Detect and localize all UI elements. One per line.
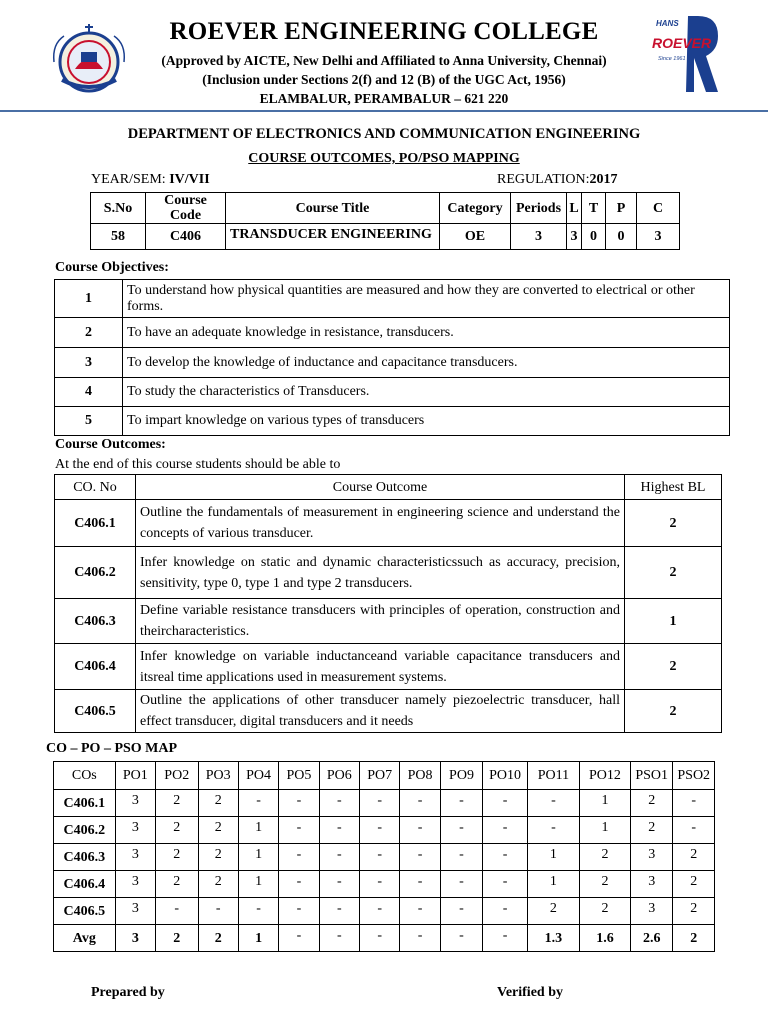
co-cell: Avg xyxy=(54,925,116,952)
outcomes-header-row xyxy=(55,475,722,500)
logo-hans-text: HANS xyxy=(656,19,679,28)
co-cell: C406.1 xyxy=(54,790,116,817)
po3-cell: 2 xyxy=(198,871,238,898)
po11-cell: - xyxy=(527,790,579,817)
value-l: 3 xyxy=(567,224,582,250)
po2-cell: - xyxy=(156,898,199,925)
po9-cell: - xyxy=(440,898,483,925)
po12-cell: 1 xyxy=(579,790,630,817)
po8-cell: - xyxy=(400,817,440,844)
objective-number: 3 xyxy=(55,348,123,378)
value-category: OE xyxy=(440,224,511,250)
po12-cell: 2 xyxy=(579,898,630,925)
po5-cell: - xyxy=(279,844,319,871)
pso1-cell: 3 xyxy=(630,871,673,898)
outcome-bl: 2 xyxy=(625,500,722,547)
map-row xyxy=(54,844,715,871)
outcome-bl: 1 xyxy=(625,599,722,644)
pso1-cell: 2 xyxy=(630,790,673,817)
department-title: DEPARTMENT OF ELECTRONICS AND COMMUNICATION ENGINEERING xyxy=(127,126,641,142)
po5-cell: - xyxy=(279,925,319,952)
header-po9: PO9 xyxy=(440,762,483,790)
outcome-co: C406.3 xyxy=(55,599,136,644)
value-course-code: C406 xyxy=(146,224,226,250)
outcome-text: Infer knowledge on static and dynamic characteristicssuch as accuracy, precision, sensitivity, type 0, type 1 and type 2 transducers. xyxy=(136,547,625,599)
objective-text: To impart knowledge on various types of transducers xyxy=(123,407,730,436)
po1-cell: 3 xyxy=(115,790,155,817)
pso2-cell: 2 xyxy=(673,898,715,925)
header-po10: PO10 xyxy=(483,762,528,790)
objective-row xyxy=(55,378,730,407)
header-po3: PO3 xyxy=(198,762,238,790)
po3-cell: 2 xyxy=(198,817,238,844)
po7-cell: - xyxy=(360,871,400,898)
value-sno: 58 xyxy=(91,224,146,250)
po10-cell: - xyxy=(483,871,528,898)
header-pso1: PSO1 xyxy=(630,762,673,790)
objectives-table xyxy=(54,279,730,436)
objectives-title: Course Objectives: xyxy=(55,260,169,275)
po9-cell: - xyxy=(440,790,483,817)
co-po-pso-table xyxy=(53,761,715,952)
po1-cell: 3 xyxy=(115,817,155,844)
po7-cell: - xyxy=(360,898,400,925)
po11-cell: 2 xyxy=(527,898,579,925)
outcome-row xyxy=(55,644,722,690)
po12-cell: 1.6 xyxy=(579,925,630,952)
po4-cell: 1 xyxy=(238,817,278,844)
po8-cell: - xyxy=(400,925,440,952)
header-t: T xyxy=(582,193,606,224)
mapping-title: COURSE OUTCOMES, PO/PSO MAPPING xyxy=(248,151,520,166)
po2-cell: 2 xyxy=(156,790,199,817)
po8-cell: - xyxy=(400,898,440,925)
header-po7: PO7 xyxy=(360,762,400,790)
po9-cell: - xyxy=(440,871,483,898)
po6-cell: - xyxy=(319,898,359,925)
po3-cell: 2 xyxy=(198,844,238,871)
po2-cell: 2 xyxy=(156,871,199,898)
co-cell: C406.4 xyxy=(54,871,116,898)
header-po12: PO12 xyxy=(579,762,630,790)
approval-line: (Approved by AICTE, New Delhi and Affiliated to Anna University, Chennai) xyxy=(161,53,607,68)
objective-row xyxy=(55,280,730,318)
map-row xyxy=(54,790,715,817)
regulation xyxy=(497,172,618,188)
header-l: L xyxy=(567,193,582,224)
outcome-co: C406.2 xyxy=(55,547,136,599)
header-highest-bl: Highest BL xyxy=(625,475,722,500)
value-periods: 3 xyxy=(511,224,567,250)
po1-cell: 3 xyxy=(115,925,155,952)
course-header-row xyxy=(91,193,680,224)
po6-cell: - xyxy=(319,844,359,871)
pso2-cell: 2 xyxy=(673,844,715,871)
outcome-bl: 2 xyxy=(625,547,722,599)
header-course-code: Course Code xyxy=(146,193,226,224)
verified-by: Verified by xyxy=(497,985,563,1000)
po9-cell: - xyxy=(440,844,483,871)
po5-cell: - xyxy=(279,790,319,817)
outcome-row xyxy=(55,690,722,733)
objective-text: To develop the knowledge of inductance and capacitance transducers. xyxy=(123,348,730,378)
header-p: P xyxy=(606,193,637,224)
value-t: 0 xyxy=(582,224,606,250)
po2-cell: 2 xyxy=(156,817,199,844)
po5-cell: - xyxy=(279,871,319,898)
course-value-row xyxy=(91,224,680,250)
objective-number: 2 xyxy=(55,318,123,348)
po3-cell: 2 xyxy=(198,925,238,952)
pso2-cell: - xyxy=(673,790,715,817)
po6-cell: - xyxy=(319,790,359,817)
map-row xyxy=(54,898,715,925)
pso1-cell: 3 xyxy=(630,898,673,925)
value-c: 3 xyxy=(637,224,680,250)
header-po1: PO1 xyxy=(115,762,155,790)
value-p: 0 xyxy=(606,224,637,250)
regulation-label: REGULATION: xyxy=(497,172,590,187)
po6-cell: - xyxy=(319,871,359,898)
year-sem-label: YEAR/SEM: xyxy=(91,172,166,187)
logo-roever-text: ROEVER xyxy=(652,35,712,51)
outcome-text: Define variable resistance transducers with principles of operation, construction and theircharacteristics. xyxy=(136,599,625,644)
outcome-text: Outline the fundamentals of measurement in engineering science and understand the concepts of various transducer. xyxy=(136,500,625,547)
po5-cell: - xyxy=(279,898,319,925)
header-sno: S.No xyxy=(91,193,146,224)
outcome-co: C406.4 xyxy=(55,644,136,690)
header-course-outcome: Course Outcome xyxy=(136,475,625,500)
outcome-bl: 2 xyxy=(625,644,722,690)
outcome-co: C406.1 xyxy=(55,500,136,547)
pso1-cell: 2 xyxy=(630,817,673,844)
objective-text: To study the characteristics of Transducers. xyxy=(123,378,730,407)
objective-text: To have an adequate knowledge in resistance, transducers. xyxy=(123,318,730,348)
co-cell: C406.5 xyxy=(54,898,116,925)
outcomes-title: Course Outcomes: xyxy=(55,437,166,452)
outcome-text: Outline the applications of other transducer namely piezoelectric transducer, hall effect transducer, digital transducers and it needs xyxy=(136,690,625,733)
course-info-table xyxy=(90,192,680,250)
header-po11: PO11 xyxy=(527,762,579,790)
pso2-cell: 2 xyxy=(673,925,715,952)
header-category: Category xyxy=(440,193,511,224)
po9-cell: - xyxy=(440,925,483,952)
outcome-bl: 2 xyxy=(625,690,722,733)
pso2-cell: - xyxy=(673,817,715,844)
po6-cell: - xyxy=(319,925,359,952)
header-po8: PO8 xyxy=(400,762,440,790)
map-avg-row xyxy=(54,925,715,952)
po11-cell: - xyxy=(527,817,579,844)
po12-cell: 2 xyxy=(579,871,630,898)
po6-cell: - xyxy=(319,817,359,844)
po10-cell: - xyxy=(483,925,528,952)
po4-cell: 1 xyxy=(238,925,278,952)
po8-cell: - xyxy=(400,844,440,871)
hans-roever-logo xyxy=(650,14,718,94)
po2-cell: 2 xyxy=(156,844,199,871)
outcome-row xyxy=(55,599,722,644)
outcome-row xyxy=(55,500,722,547)
po11-cell: 1 xyxy=(527,871,579,898)
po8-cell: - xyxy=(400,871,440,898)
po1-cell: 3 xyxy=(115,871,155,898)
objective-row xyxy=(55,407,730,436)
po7-cell: - xyxy=(360,925,400,952)
header-c: C xyxy=(637,193,680,224)
co-cell: C406.3 xyxy=(54,844,116,871)
po11-cell: 1.3 xyxy=(527,925,579,952)
po4-cell: - xyxy=(238,790,278,817)
po12-cell: 2 xyxy=(579,844,630,871)
ugc-line: (Inclusion under Sections 2(f) and 12 (B) of the UGC Act, 1956) xyxy=(202,72,566,87)
map-row xyxy=(54,817,715,844)
outcome-text: Infer knowledge on variable inductanceand variable capacitance transducers and itsreal time applications used in measurement systems. xyxy=(136,644,625,690)
po1-cell: 3 xyxy=(115,898,155,925)
map-row xyxy=(54,871,715,898)
college-name: ROEVER ENGINEERING COLLEGE xyxy=(169,18,599,45)
pso2-cell: 2 xyxy=(673,871,715,898)
po4-cell: - xyxy=(238,898,278,925)
co-cell: C406.2 xyxy=(54,817,116,844)
po8-cell: - xyxy=(400,790,440,817)
outcomes-table xyxy=(54,474,722,733)
po10-cell: - xyxy=(483,790,528,817)
po10-cell: - xyxy=(483,844,528,871)
objective-row xyxy=(55,318,730,348)
value-course-title: TRANSDUCER ENGINEERING xyxy=(226,224,440,250)
po10-cell: - xyxy=(483,817,528,844)
objective-row xyxy=(55,348,730,378)
po10-cell: - xyxy=(483,898,528,925)
year-sem xyxy=(91,172,210,188)
outcome-co: C406.5 xyxy=(55,690,136,733)
pso1-cell: 2.6 xyxy=(630,925,673,952)
po7-cell: - xyxy=(360,817,400,844)
header-pso2: PSO2 xyxy=(673,762,715,790)
header-po5: PO5 xyxy=(279,762,319,790)
po3-cell: - xyxy=(198,898,238,925)
header-po2: PO2 xyxy=(156,762,199,790)
header-cos: COs xyxy=(54,762,116,790)
po9-cell: - xyxy=(440,817,483,844)
po1-cell: 3 xyxy=(115,844,155,871)
header-co-no: CO. No xyxy=(55,475,136,500)
pso1-cell: 3 xyxy=(630,844,673,871)
po2-cell: 2 xyxy=(156,925,199,952)
logo-since-text: Since 1961 xyxy=(658,56,686,62)
po4-cell: 1 xyxy=(238,844,278,871)
objective-number: 4 xyxy=(55,378,123,407)
objective-text: To understand how physical quantities are measured and how they are converted to electrical or other forms. xyxy=(123,280,730,318)
objective-number: 1 xyxy=(55,280,123,318)
po12-cell: 1 xyxy=(579,817,630,844)
header-course-title: Course Title xyxy=(226,193,440,224)
po11-cell: 1 xyxy=(527,844,579,871)
po4-cell: 1 xyxy=(238,871,278,898)
outcomes-intro: At the end of this course students should be able to xyxy=(55,457,341,472)
map-header-row xyxy=(54,762,715,790)
outcome-row xyxy=(55,547,722,599)
header-periods: Periods xyxy=(511,193,567,224)
po3-cell: 2 xyxy=(198,790,238,817)
header-divider xyxy=(0,110,768,112)
year-sem-value: IV/VII xyxy=(169,172,210,187)
po7-cell: - xyxy=(360,844,400,871)
header-po4: PO4 xyxy=(238,762,278,790)
address-line: ELAMBALUR, PERAMBALUR – 621 220 xyxy=(259,91,509,106)
objective-number: 5 xyxy=(55,407,123,436)
prepared-by: Prepared by xyxy=(91,985,165,1000)
po5-cell: - xyxy=(279,817,319,844)
map-title: CO – PO – PSO MAP xyxy=(46,741,178,756)
regulation-value: 2017 xyxy=(589,172,618,187)
header-po6: PO6 xyxy=(319,762,359,790)
po7-cell: - xyxy=(360,790,400,817)
